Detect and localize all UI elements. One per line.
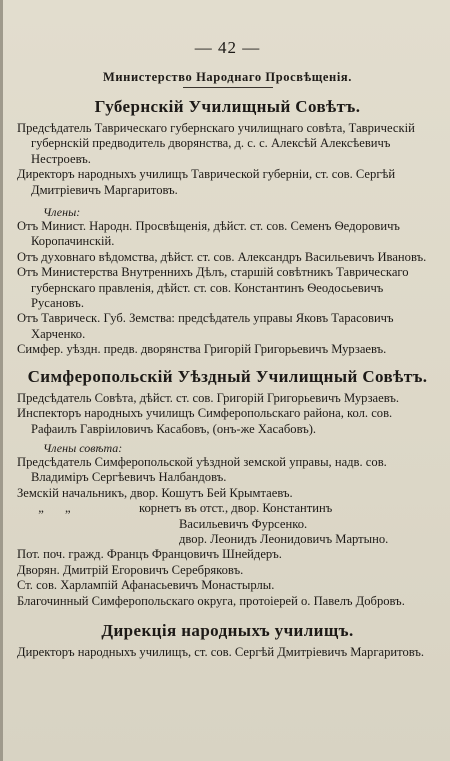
member-entry: Отъ Министерства Внутреннихъ Дѣлъ, старшій совѣтникъ Таврическаго губернскаго правленія, дѣйст. ст. сов. Константинъ Ѳеодосьевичъ Русановъ. <box>17 265 409 311</box>
section-title-district-council: Симферопольскій Уѣздный Училищный Совѣтъ. <box>27 366 428 386</box>
member-entry: Дворян. Дмитрій Егоровичъ Серебряковъ. <box>17 562 244 577</box>
ditto-mark: „ <box>38 501 44 516</box>
ditto-mark: „ <box>65 501 71 516</box>
member-entry: Ст. сов. Харлампій Афанасьевичъ Монастырлы. <box>17 578 275 593</box>
member-entry: корнетъ въ отст., двор. Константинъ <box>139 501 333 516</box>
page-number: — 42 — <box>194 38 261 57</box>
member-entry: Отъ Минист. Народн. Просвѣщенія, дѣйст. ст. сов. Семенъ Ѳедоровичъ Коропачинскій. <box>17 219 400 249</box>
entry-chairman: Предсѣдатель Совѣта, дѣйст. ст. сов. Григорій Григорьевичъ Мурзаевъ. <box>17 390 400 405</box>
member-entry: Отъ Таврическ. Губ. Земства: предсѣдатель управы Яковъ Тарасовичъ Харченко. <box>17 311 394 341</box>
member-entry: Отъ духовнаго вѣдомства, дѣйст. ст. сов. Александръ Васильевичъ Ивановъ. <box>17 249 427 264</box>
member-entry: Предсѣдатель Симферопольской уѣздной земской управы, надв. сов. Владиміръ Сергѣевичъ Налбандовъ. <box>17 454 387 485</box>
ditto-row <box>17 501 438 516</box>
member-entry-continuation: Васильевичъ Фурсенко. <box>179 516 308 531</box>
entry-director: Директоръ народныхъ училищъ Таврической губерніи, ст. сов. Сергѣй Дмитріевичъ Маргаритовъ. <box>17 167 396 197</box>
member-entry: Пот. поч. гражд. Францъ Францовичъ Шнейдеръ. <box>17 547 282 562</box>
members-label: Члены совѣта: <box>43 440 123 455</box>
entry-chairman: Предсѣдатель Таврическаго губернскаго училищнаго совѣта, Таврическій губернскій предводитель дворянства, д. с. с. Алексѣй Алексѣевичъ Нестроевъ. <box>17 121 415 166</box>
member-entry: Благочинный Симферопольскаго округа, протоіерей о. Павелъ Добровъ. <box>17 593 405 608</box>
entry-inspector: Инспекторъ народныхъ училищъ Симферопольскаго района, кол. сов. Рафаилъ Гавріиловичъ Касабовъ, (онъ-же Хасабовъ). <box>17 406 393 436</box>
members-label: Члены: <box>43 205 81 220</box>
section-title-provincial-council: Губернскій Училищный Совѣтъ. <box>94 97 361 116</box>
member-entry: Земскій начальникъ, двор. Кошутъ Бей Крымтаевъ. <box>17 485 293 500</box>
member-entry: Симфер. уѣздн. предв. дворянства Григорій Григорьевичъ Мурзаевъ. <box>17 342 387 357</box>
heading-rule <box>183 87 273 88</box>
member-entry: двор. Леонидъ Леонидовичъ Мартыно. <box>179 531 389 546</box>
ministry-heading: Министерство Народнаго Просвѣщенія. <box>102 70 353 84</box>
entry-director: Директоръ народныхъ училищъ, ст. сов. Сергѣй Дмитріевичъ Маргаритовъ. <box>17 644 425 659</box>
section-title-directorate: Дирекція народныхъ училищъ. <box>101 620 354 640</box>
